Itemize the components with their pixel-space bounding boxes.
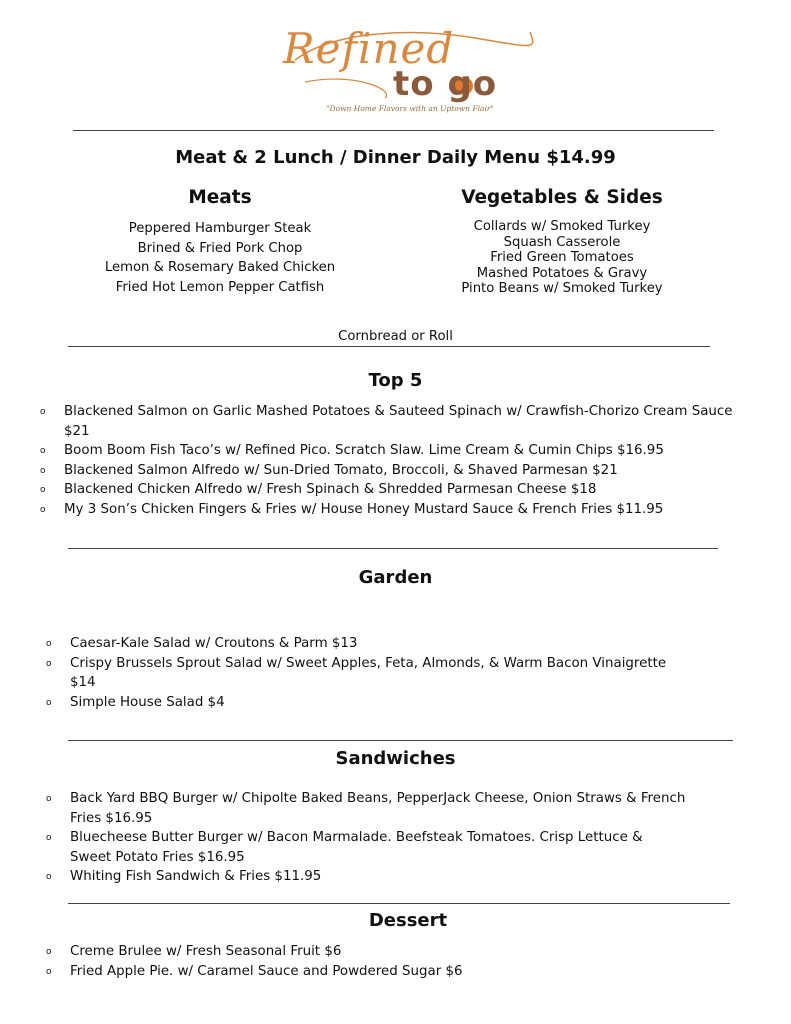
meat-item: Peppered Hamburger Steak [128, 221, 312, 236]
meat-item: Lemon & Rosemary Baked Chicken [104, 260, 336, 275]
meats-column [70, 187, 370, 297]
logo-togo-text: to go [393, 64, 498, 104]
bullet-icon: o [40, 504, 46, 515]
dessert-heading: Dessert [368, 910, 448, 931]
garden-list [46, 634, 686, 712]
list-item: o Creme Brulee w/ Fresh Seasonal Fruit $6 [46, 944, 342, 959]
list-item: o Simple House Salad $4 [46, 694, 225, 710]
bullet-icon: o [46, 697, 52, 708]
bullet-icon: o [46, 794, 52, 804]
meat-item: Brined & Fried Pork Chop [137, 240, 303, 256]
bullet-icon: o [46, 639, 52, 649]
divider [68, 548, 718, 549]
divider [68, 903, 730, 904]
garden-heading: Garden [358, 567, 433, 588]
top5-heading: Top 5 [368, 370, 423, 391]
side-item: Collards w/ Smoked Turkey [473, 219, 651, 234]
bullet-icon: o [40, 446, 46, 456]
refined-to-go-logo [275, 20, 545, 120]
list-item: o Bluecheese Butter Burger w/ Bacon Marmalade. Beefsteak Tomatoes. Crisp Lettuce & Sweet Potato Fries $16.95 [46, 830, 643, 865]
sandwiches-list [46, 789, 686, 887]
divider [73, 130, 714, 131]
sides-heading: Vegetables & Sides [461, 187, 663, 208]
bread-note: Cornbread or Roll [338, 329, 453, 344]
list-item: o Blackened Salmon Alfredo w/ Sun-Dried Tomato, Broccoli, & Shaved Parmesan $21 [40, 462, 618, 478]
bullet-icon: o [40, 407, 46, 417]
list-item: o Fried Apple Pie. w/ Caramel Sauce and Powdered Sugar $6 [46, 964, 463, 979]
divider [68, 346, 710, 347]
bullet-icon: o [46, 872, 52, 882]
bullet-icon: o [46, 833, 52, 843]
bullet-icon: o [46, 658, 52, 669]
sides-list [412, 219, 712, 297]
bullet-icon: o [40, 485, 46, 495]
list-item: o My 3 Son’s Chicken Fingers & Fries w/ House Honey Mustard Sauce & French Fries $11.95 [40, 501, 664, 517]
side-item: Pinto Beans w/ Smoked Turkey [461, 281, 663, 296]
side-item: Fried Green Tomatoes [490, 250, 634, 265]
divider [68, 740, 733, 741]
sides-column [412, 187, 712, 297]
menu-title: Meat & 2 Lunch / Dinner Daily Menu $14.99 [175, 147, 616, 168]
logo-script-text: Refined [283, 24, 455, 73]
side-item: Mashed Potatoes & Gravy [476, 265, 648, 281]
dessert-list [46, 942, 686, 982]
side-item: Squash Casserole [503, 234, 621, 250]
bullet-icon: o [40, 465, 46, 476]
list-item: o Back Yard BBQ Burger w/ Chipolte Baked Beans, PepperJack Cheese, Onion Straws & French Fries $16.95 [46, 791, 686, 826]
list-item: o Crispy Brussels Sprout Salad w/ Sweet Apples, Feta, Almonds, & Warm Bacon Vinaigrette $14 [46, 655, 667, 690]
meats-heading: Meats [188, 187, 252, 208]
meat-item: Fried Hot Lemon Pepper Catfish [115, 279, 325, 295]
sandwiches-heading: Sandwiches [335, 748, 456, 769]
list-item: o Blackened Chicken Alfredo w/ Fresh Spinach & Shredded Parmesan Cheese $18 [40, 482, 597, 497]
list-item: o Boom Boom Fish Taco’s w/ Refined Pico. Scratch Slaw. Lime Cream & Cumin Chips $16.95 [40, 443, 664, 458]
bullet-icon: o [46, 947, 52, 957]
top5-list [40, 402, 760, 519]
bullet-icon: o [46, 967, 52, 977]
list-item: o Blackened Salmon on Garlic Mashed Potatoes & Sauteed Spinach w/ Crawfish-Chorizo Cream Sauce $21 [40, 404, 733, 439]
list-item: o Whiting Fish Sandwich & Fries $11.95 [46, 869, 322, 884]
list-item: o Caesar-Kale Salad w/ Croutons & Parm $13 [46, 636, 358, 651]
meats-list [70, 219, 370, 297]
logo-tagline: "Down Home Flavors with an Uptown Flair" [326, 104, 494, 113]
